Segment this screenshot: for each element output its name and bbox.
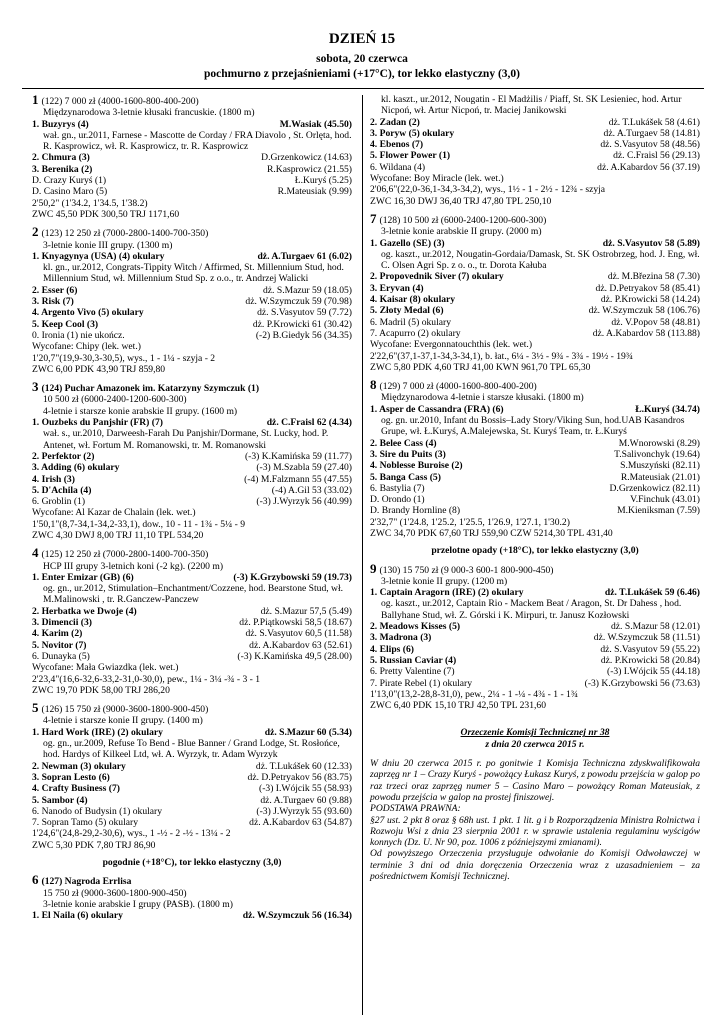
jockey: dż. C.Fraisl 56 (29.13) <box>613 150 700 162</box>
result-row <box>32 462 352 473</box>
result-row <box>32 285 352 296</box>
jockey: (-3) I.Wójcik 55 (44.18) <box>607 666 700 678</box>
race-3 <box>32 381 352 541</box>
ruling-date: z dnia 20 czerwca 2015 r. <box>485 738 585 750</box>
result-row <box>370 438 700 449</box>
race-time: 1'24,6"(24,8-29,2-30,6), wys., 1 -½ - 2 -½ - 13¼ - 2 <box>32 828 231 840</box>
winner-details: og. kaszt., ur.2012, Nougatin-Gordaia/Damask, St. SK Ostrobrzeg, hod. J. Eng, wł. C. Olsen Agri Sp. z o. o., tr. Dorota Kałuba <box>381 248 700 272</box>
weather-separator: przelotne opady (+18°C), tor lekko elastyczny (3,0) <box>431 545 639 557</box>
race-time: 2'32,7" (1'24.8, 1'25.2, 1'25.5, 1'26.9, 1'27.1, 1'30.2) <box>370 516 570 528</box>
horse-name: 5. Banga Cass (5) <box>370 471 441 483</box>
right-column <box>370 94 700 882</box>
race-time: 1'50,1"(8,7-34,1-34,2-33,1), dow., 10 - 11 - 1¾ - 5¼ - 9 <box>32 518 246 530</box>
jockey: (-3) M.Szabla 59 (27.40) <box>256 462 352 474</box>
race-time: 2'50,2" (1'34.2, 1'34.5, 1'38.2) <box>32 197 148 209</box>
horse-name: 1. Ouzbeks du Panjshir (FR) (7) <box>32 417 163 429</box>
race-header <box>32 702 352 715</box>
horse-name: D. Crazy Kuryś (1) <box>32 175 107 187</box>
winner-details: kl. gn., ur.2012, Congrats-Tippity Witch / Affirmed, St. Millennium Stud, hod. Millennium Stud, wł. Millennium Stud Sp. z o.o., tr. Andrzej Walicki <box>43 262 344 285</box>
ruling-legal-basis-heading: PODSTAWA PRAWNA: <box>370 803 461 815</box>
result-row <box>370 328 700 339</box>
jockey: dż. P.Krowicki 58 (20.84) <box>600 654 700 666</box>
winner-row <box>32 417 352 428</box>
horse-name: 6. Groblin (1) <box>32 496 86 508</box>
jockey: (-3) K.Grzybowski 56 (73.63) <box>584 677 700 689</box>
result-row <box>370 678 700 689</box>
horse-name: 1. Captain Aragorn (IRE) (2) okulary <box>370 587 524 599</box>
jockey: dż. T.Lukášek 59 (6.46) <box>604 587 700 599</box>
result-row <box>370 139 700 150</box>
horse-name: 1. Enter Emizar (GB) (6) <box>32 571 134 583</box>
horse-name: 2. Esser (6) <box>32 284 78 296</box>
race-time: 2'06,6"(22,0-36,1-34,3-34,2), wys., 1½ - 1 - 2½ - 12¾ - szyja <box>370 184 606 196</box>
winner-row <box>32 910 352 921</box>
withdrawn-note: Wycofane: Chipy (lek. wet.) <box>32 341 141 353</box>
horse-name: 4. Ebenos (7) <box>370 139 424 151</box>
horse-name: 3. Eryvan (4) <box>370 282 424 294</box>
race-description: 3-letnie konie III grupy. (1300 m) <box>43 239 173 251</box>
ruling-title: Orzeczenie Komisji Technicznej nr 38 <box>460 727 610 739</box>
result-row <box>370 162 700 173</box>
jockey: M.Kieniksman (7.59) <box>617 505 700 517</box>
winner-row <box>370 587 700 598</box>
winner-row <box>370 404 700 415</box>
horse-name: 2. Propovednik Siver (7) okulary <box>370 271 504 283</box>
horse-name: 2. Chmura (3) <box>32 152 90 164</box>
horse-name: 1. Asper de Cassandra (FRA) (6) <box>370 403 504 415</box>
horse-name: 2. Newman (3) okulary <box>32 760 126 772</box>
page-title: DZIEŃ 15 <box>328 31 396 47</box>
jockey: dż. W.Szymczuk 58 (11.51) <box>593 632 700 644</box>
horse-name: 3. Risk (7) <box>32 296 74 308</box>
result-row <box>370 655 700 666</box>
race-prize: (128) 10 500 zł (6000-2400-1200-600-300) <box>379 214 547 226</box>
race-description: 3-letnie konie arabskie II grupy. (2000 m) <box>381 226 542 238</box>
race-number: 3 <box>32 379 39 395</box>
jockey: dż. M.Březina 58 (7.30) <box>607 271 700 283</box>
winner-row <box>32 251 352 262</box>
winner-row <box>32 727 352 738</box>
race-description: 4-letnie i starsze konie arabskie II grupy. (1600 m) <box>43 405 238 417</box>
result-row <box>370 271 700 282</box>
horse-name: 4. Karim (2) <box>32 628 83 640</box>
column-divider <box>362 95 363 1015</box>
race-prize: (126) 15 750 zł (9000-3600-1800-900-450) <box>41 704 209 716</box>
result-row <box>32 186 352 197</box>
winner-details: og. kaszt., ur.2012, Captain Rio - Mackem Beat / Aragon, St. Dr Dahess , hod. Ballyhane Stud, wł. Z. Górski i K. Mirpuri, tr. Janusz Kozłowski <box>381 598 682 621</box>
race-prize: (124) Puchar Amazonek im. Katarzyny Szymczuk (1) <box>41 383 260 395</box>
race-8 <box>370 379 700 539</box>
horse-name: 4. Noblesse Buroise (2) <box>370 460 463 472</box>
header-rule <box>22 88 704 89</box>
jockey: dż. V.Popov 58 (48.81) <box>611 316 700 328</box>
result-row <box>370 317 700 328</box>
race-header <box>32 381 352 394</box>
jockey: V.Finchuk (43.01) <box>630 494 700 506</box>
result-row <box>370 117 700 128</box>
horse-name: 6. Madril (5) okulary <box>370 316 451 328</box>
jockey: dż. P.Krowicki 61 (30.42) <box>252 318 352 330</box>
withdrawn-note: Wycofane: Evergonnatouchthis (lek. wet.) <box>370 339 533 351</box>
race-payouts: ZWC 19,70 PDK 58,00 TRJ 286,20 <box>32 684 170 696</box>
jockey: (-3) K.Kamińska 59 (11.77) <box>244 450 352 462</box>
result-row <box>32 772 352 783</box>
horse-name: 1. Hard Work (IRE) (2) okulary <box>32 726 163 738</box>
race-header <box>370 210 700 226</box>
result-row <box>32 152 352 163</box>
horse-name: 3. Berenika (2) <box>32 163 93 175</box>
result-row <box>32 451 352 462</box>
horse-name: 5. Złoty Medal (6) <box>370 305 444 317</box>
jockey: dż. A.Turgaev 60 (9.88) <box>260 794 352 806</box>
jockey: dż. A.Turgaev 58 (14.81) <box>603 127 700 139</box>
horse-name: 1. Gazello (SE) (3) <box>370 237 445 249</box>
horse-name: 2. Belee Cass (4) <box>370 437 437 449</box>
jockey: R.Mateusiak (21.01) <box>620 471 700 483</box>
race-4 <box>32 547 352 696</box>
result-row <box>32 617 352 628</box>
race-time: 2'23,4"(16,6-32,6-33,2-31,0-30,0), pew., 1¼ - 3¼ -¾ - 3 - 1 <box>32 673 261 685</box>
result-row <box>370 283 700 294</box>
race-prize-split: 10 500 zł (6000-2400-1200-600-300) <box>43 394 187 406</box>
jockey: S.Muszyński (82.11) <box>620 460 700 472</box>
horse-name: 5. Flower Power (1) <box>370 150 451 162</box>
winner-row <box>32 119 352 130</box>
jockey: dż. S.Vasyutov 58 (48.56) <box>600 139 700 151</box>
ruling-legal-basis: §27 ust. 2 pkt 8 oraz § 68h ust. 1 pkt. 1 lit. g i b Rozporządzenia Ministra Rolnictwa i Rozwoju Wsi z dnia 23 sierpnia 2001 r. w sprawie ustalenia regulaminu wyścigów konnych (Dz. U. Nr 90, poz. 1006 z późniejszymi zmianami). <box>370 814 700 849</box>
jockey: M.Wasiak (45.50) <box>279 118 352 130</box>
horse-name: 6. Nanodo of Budysin (1) okulary <box>32 805 163 817</box>
jockey: dż. S.Vasyutov 59 (55.22) <box>600 643 700 655</box>
race-prize: (129) 7 000 zł (4000-1600-800-400-200) <box>379 381 537 393</box>
horse-name: D. Orondo (1) <box>370 494 425 506</box>
horse-name: 2. Perfektor (2) <box>32 450 95 462</box>
race-number: 1 <box>32 92 39 107</box>
withdrawn-note: Wycofane: Mała Gwiazdka (lek. wet.) <box>32 662 179 674</box>
withdrawn-note: Wycofane: Boy Miracle (lek. wet.) <box>370 173 504 185</box>
winner-row <box>32 572 352 583</box>
horse-name: 3. Dimencii (3) <box>32 617 92 629</box>
race-header <box>32 547 352 560</box>
left-column <box>32 94 352 927</box>
result-row <box>32 330 352 341</box>
result-row <box>370 494 700 505</box>
jockey: (-2) B.Giedyk 56 (34.35) <box>255 329 352 341</box>
race-description: Międzynarodowa 3-letnie kłusaki francuskie. (1800 m) <box>43 107 255 119</box>
race-number: 8 <box>370 377 377 393</box>
horse-name: 4. Kaisar (8) okulary <box>370 294 456 306</box>
jockey: dż. S.Mazur 60 (5.34) <box>264 726 352 738</box>
race-payouts: ZWC 45,50 PDK 300,50 TRJ 1171,60 <box>32 208 180 220</box>
horse-name: 4. Crafty Business (7) <box>32 783 120 795</box>
horse-name: 6. Dunayka (5) <box>32 650 90 662</box>
winner-details: og. gn. ur.2010, Infant du Bossis–Lady Story/Viking Sun, hod.UAB Kasandros Grupe, wł. Ł.Kuryś, A.Malejewska, St. Kuryś Team, tr. Ł.Kuryś <box>381 415 685 438</box>
winner-details: og. gn., ur.2012, Stimulation–Enchantment/Cozzene, hod. Bearstone Stud, wł. M.Malinowski , tr. R.Ganczew-Panczew <box>43 583 344 606</box>
horse-name: 2. Meadows Kisses (5) <box>370 621 461 633</box>
result-row <box>32 296 352 307</box>
race-time: 1'13,0"(13,2-28,8-31,0), pew., 2¼ - 1 -¼ - 4¾ - 1 - 1¾ <box>370 688 579 700</box>
result-row <box>32 640 352 651</box>
horse-name: 6. Bastylia (7) <box>370 482 425 494</box>
race-number: 4 <box>32 545 39 561</box>
race-payouts: ZWC 4,30 DWJ 8,00 TRJ 11,10 TPL 534,20 <box>32 529 204 541</box>
race-description: 3-letnie konie arabskie I grupy (PASB). (1800 m) <box>43 898 233 910</box>
horse-name: 4. Irish (3) <box>32 473 75 485</box>
winner-details: wał. gn., ur.2011, Farnese - Mascotte de Corday / FRA Diavolo , St. Orlęta, hod. R. Kasprowicz, wł. R. Kasprowicz, tr. R. Kasprowicz <box>43 129 352 153</box>
weather-line: pochmurno z przejaśnieniami (+17°C), tor lekko elastyczny (3,0) <box>204 68 520 80</box>
horse-name: 5. Novitor (7) <box>32 639 87 651</box>
horse-name: 3. Adding (6) okulary <box>32 462 120 474</box>
race-prize: (127) Nagroda Errlisa <box>41 876 132 888</box>
horse-name: 5. D'Achila (4) <box>32 484 92 496</box>
result-row <box>370 294 700 305</box>
result-row <box>370 644 700 655</box>
horse-name: 6. Wildana (4) <box>370 161 426 173</box>
ruling-body: W dniu 20 czerwca 2015 r. po gonitwie 1 Komisja Techniczna zdyskwalifikowała zaprzęg nr 1 – Crazy Kuryś - powożący Łukasz Kuryś, z powodu przejścia w galop po raz trzeci oraz zaprzęg numer 5 – Casino Maro – powożący Roman Mateusiak, z powodu przejścia w galop na prostej finiszowej. <box>370 758 700 803</box>
jockey: dż. S.Mazur 57,5 (5.49) <box>260 605 352 617</box>
race-header <box>370 379 700 392</box>
race-prize-split: 15 750 zł (9000-3600-1800-900-450) <box>43 887 187 899</box>
race-payouts: ZWC 16,30 DWJ 36,40 TRJ 47,80 TPL 250,10 <box>370 195 552 207</box>
winner-row <box>370 238 700 249</box>
horse-name: D. Brandy Hornline (8) <box>370 505 461 517</box>
ruling-appeal-note: Od powyższego Orzeczenia przysługuje odwołanie do Komisji Odwoławczej w terminie 3 dni od dnia doręczenia Orzeczenia wraz z uzasadnieniem – za pośrednictwem Komisji Technicznej. <box>370 848 700 882</box>
page-date: sobota, 20 czerwca <box>316 53 408 65</box>
jockey: dż. A.Kabardov 63 (54.87) <box>249 817 352 829</box>
technical-commission-ruling <box>370 727 700 882</box>
jockey: dż. W.Szymczuk 56 (16.34) <box>242 910 352 922</box>
result-row <box>370 460 700 471</box>
race-7 <box>370 210 700 373</box>
result-row <box>32 651 352 662</box>
jockey: Ł.Kuryś (5.25) <box>294 175 352 187</box>
horse-name: 2. Herbatka we Dwoje (4) <box>32 605 137 617</box>
jockey: (-3) I.Wójcik 55 (58.93) <box>259 783 352 795</box>
race-time: 2'22,6"(37,1-37,1-34,3-34,1), b. łat., 6¼ - 3½ - 9¾ - 3¾ - 19½ - 19¾ <box>370 350 634 362</box>
race-header <box>370 560 700 576</box>
result-row <box>370 505 700 516</box>
race-prize: (130) 15 750 zł (9 000-3 600-1 800-900-450) <box>379 564 554 576</box>
horse-name: 3. Poryw (5) okulary <box>370 127 455 139</box>
result-row <box>32 628 352 639</box>
jockey: R.Mateusiak (9.99) <box>277 186 352 198</box>
result-row <box>32 496 352 507</box>
race-number: 6 <box>32 872 39 888</box>
jockey: dż. W.Szymczuk 58 (106.76) <box>588 305 700 317</box>
race-6 <box>32 874 352 921</box>
race-1 <box>32 94 352 220</box>
race-payouts: ZWC 6,00 PDK 43,90 TRJ 859,80 <box>32 363 166 375</box>
jockey: dż. A.Kabardov 63 (52.61) <box>249 639 352 651</box>
jockey: dż. P.Piątkowski 58,5 (18.67) <box>239 617 352 629</box>
race-header <box>32 874 352 887</box>
horse-name: 4. Argento Vivo (5) okulary <box>32 307 144 319</box>
jockey: D.Grzenkowicz (14.63) <box>261 152 352 164</box>
race-number: 7 <box>370 210 377 226</box>
jockey: dż. P.Krowicki 58 (14.24) <box>600 294 700 306</box>
race-number: 9 <box>370 560 377 576</box>
jockey: dż. S.Vasyutov 59 (7.72) <box>257 307 352 319</box>
withdrawn-note: Wycofane: Al Kazar de Chalain (lek. wet.) <box>32 507 196 519</box>
race-prize: (123) 12 250 zł (7000-2800-1400-700-350) <box>41 228 209 240</box>
race-description: 4-letnie i starsze konie II grupy. (1400 m) <box>43 715 203 727</box>
jockey: M.Wnorowski (8.29) <box>618 437 700 449</box>
jockey: dż. S.Vasyutov 60,5 (11.58) <box>245 628 352 640</box>
race-6-continued <box>370 94 700 207</box>
jockey: dż. D.Petryakov 58 (85.41) <box>595 282 700 294</box>
jockey: (-3) K.Grzybowski 59 (19.73) <box>233 571 352 583</box>
race-header <box>32 94 352 107</box>
result-row <box>32 485 352 496</box>
jockey: dż. A.Kabardov 56 (37.19) <box>597 161 700 173</box>
jockey: (-3) K.Kamińska 49,5 (28.00) <box>237 650 352 662</box>
horse-name: 3. Sopran Lesto (6) <box>32 771 110 783</box>
jockey: (-3) J.Wyrzyk 55 (93.60) <box>256 805 352 817</box>
race-number: 5 <box>32 700 39 716</box>
jockey: dż. C.Fraisl 62 (4.34) <box>266 417 352 429</box>
race-prize: (125) 12 250 zł (7000-2800-1400-700-350) <box>41 549 209 561</box>
result-row <box>370 472 700 483</box>
horse-name: 5. Keep Cool (3) <box>32 318 99 330</box>
jockey: Ł.Kuryś (34.74) <box>635 403 700 415</box>
horse-name: 1. Buzyrys (4) <box>32 118 89 130</box>
result-row <box>32 806 352 817</box>
page-header <box>0 30 724 82</box>
result-row <box>32 307 352 318</box>
result-row <box>370 666 700 677</box>
horse-name: D. Casino Maro (5) <box>32 186 108 198</box>
race-payouts: ZWC 6,40 PDK 15,10 TRJ 42,50 TPL 231,60 <box>370 700 546 712</box>
jockey: (-4) M.Falzmann 55 (47.55) <box>244 473 352 485</box>
result-row <box>32 164 352 175</box>
race-2 <box>32 226 352 375</box>
result-row <box>370 632 700 643</box>
winner-details: kl. kaszt., ur.2012, Nougatin - El Madżilis / Piaff, St. SK Lesieniec, hod. Artur Nicpoń, wł. Artur Nicpoń, tr. Maciej Janikowski <box>381 94 682 117</box>
jockey: dż. S.Mazur 58 (12.01) <box>611 621 700 633</box>
horse-name: 6. Pretty Valentine (7) <box>370 666 455 678</box>
winner-details: og. gn., ur.2009, Refuse To Bend - Blue Banner / Grand Lodge, St. Rosłońce, hod. Hardys of Kilkeel Ltd, wł. A. Wyrzyk, tr. Adam Wyrzyk <box>43 738 340 761</box>
race-payouts: ZWC 5,30 PDK 7,80 TRJ 86,90 <box>32 839 156 851</box>
jockey: dż. D.Petryakov 56 (83.75) <box>247 771 352 783</box>
race-5 <box>32 702 352 851</box>
horse-name: 3. Madrona (3) <box>370 632 432 644</box>
jockey: dż. S.Mazur 59 (18.05) <box>263 284 352 296</box>
race-payouts: ZWC 5,80 PDK 4,60 TRJ 41,00 KWN 961,70 TPL 65,30 <box>370 361 591 373</box>
jockey: (-3) J.Wyrzyk 56 (40.99) <box>256 496 352 508</box>
race-prize: (122) 7 000 zł (4000-1600-800-400-200) <box>41 96 199 107</box>
horse-name: 7. Sopran Tamo (5) okulary <box>32 817 138 829</box>
horse-name: 1. El Naila (6) okulary <box>32 910 123 922</box>
race-header <box>32 226 352 239</box>
race-number: 2 <box>32 224 39 240</box>
jockey: D.Grzenkowicz (82.11) <box>609 482 700 494</box>
winner-details: wał. s., ur.2010, Darweesh-Farah Du Panjshir/Dormane, St. Lucky, hod. P. Antenet, wł. Fortum M. Romanowski, tr. M. Romanowski <box>43 428 329 451</box>
result-row <box>370 128 700 139</box>
result-row <box>32 606 352 617</box>
result-row <box>370 305 700 316</box>
jockey: dż. W.Szymczuk 59 (70.98) <box>245 296 352 308</box>
jockey: R.Kasprowicz (21.55) <box>267 163 352 175</box>
horse-name: 0. Ironia (1) nie ukończ. <box>32 329 125 341</box>
horse-name: 5. Sambor (4) <box>32 794 88 806</box>
result-row <box>32 817 352 828</box>
result-row <box>32 319 352 330</box>
race-9 <box>370 560 700 712</box>
horse-name: 1. Knyagynya (USA) (4) okulary <box>32 250 165 262</box>
horse-name: 7. Acapurro (2) okulary <box>370 327 461 339</box>
result-row <box>32 761 352 772</box>
result-row <box>370 621 700 632</box>
horse-name: 5. Russian Caviar (4) <box>370 654 457 666</box>
result-row <box>370 483 700 494</box>
result-row <box>32 783 352 794</box>
horse-name: 4. Elips (6) <box>370 643 414 655</box>
jockey: dż. A.Turgaev 61 (6.02) <box>257 250 352 262</box>
race-time: 1'20,7"(19,9-30,3-30,5), wys., 1 - 1¼ - szyja - 2 <box>32 352 216 364</box>
jockey: dż. T.Lukášek 58 (4.61) <box>608 116 700 128</box>
race-description: 3-letnie konie II grupy. (1200 m) <box>381 575 508 587</box>
jockey: T.Salivonchyk (19.64) <box>614 448 700 460</box>
race-description: HCP III grupy 3-letnich koni (-2 kg). (2200 m) <box>43 560 224 572</box>
jockey: dż. A.Kabardov 58 (113.88) <box>592 327 700 339</box>
jockey: dż. T.Lukášek 60 (12.33) <box>255 760 352 772</box>
horse-name: 3. Sire du Puits (3) <box>370 448 446 460</box>
result-row <box>32 474 352 485</box>
horse-name: 2. Zadan (2) <box>370 116 420 128</box>
result-row <box>370 150 700 161</box>
jockey: dż. S.Vasyutov 58 (5.89) <box>602 237 700 249</box>
result-row <box>32 175 352 186</box>
horse-name: 7. Pirate Rebel (1) okulary <box>370 677 473 689</box>
result-row <box>370 449 700 460</box>
race-description: Międzynarodowa 4-letnie i starsze kłusaki. (1800 m) <box>381 392 584 404</box>
weather-separator: pogodnie (+18°C), tor lekko elastyczny (3,0) <box>102 857 282 868</box>
jockey: (-4) A.Gil 53 (33.02) <box>271 484 352 496</box>
result-row <box>32 795 352 806</box>
race-payouts: ZWC 34,70 PDK 67,60 TRJ 559,90 CZW 5214,30 TPL 431,40 <box>370 527 613 539</box>
